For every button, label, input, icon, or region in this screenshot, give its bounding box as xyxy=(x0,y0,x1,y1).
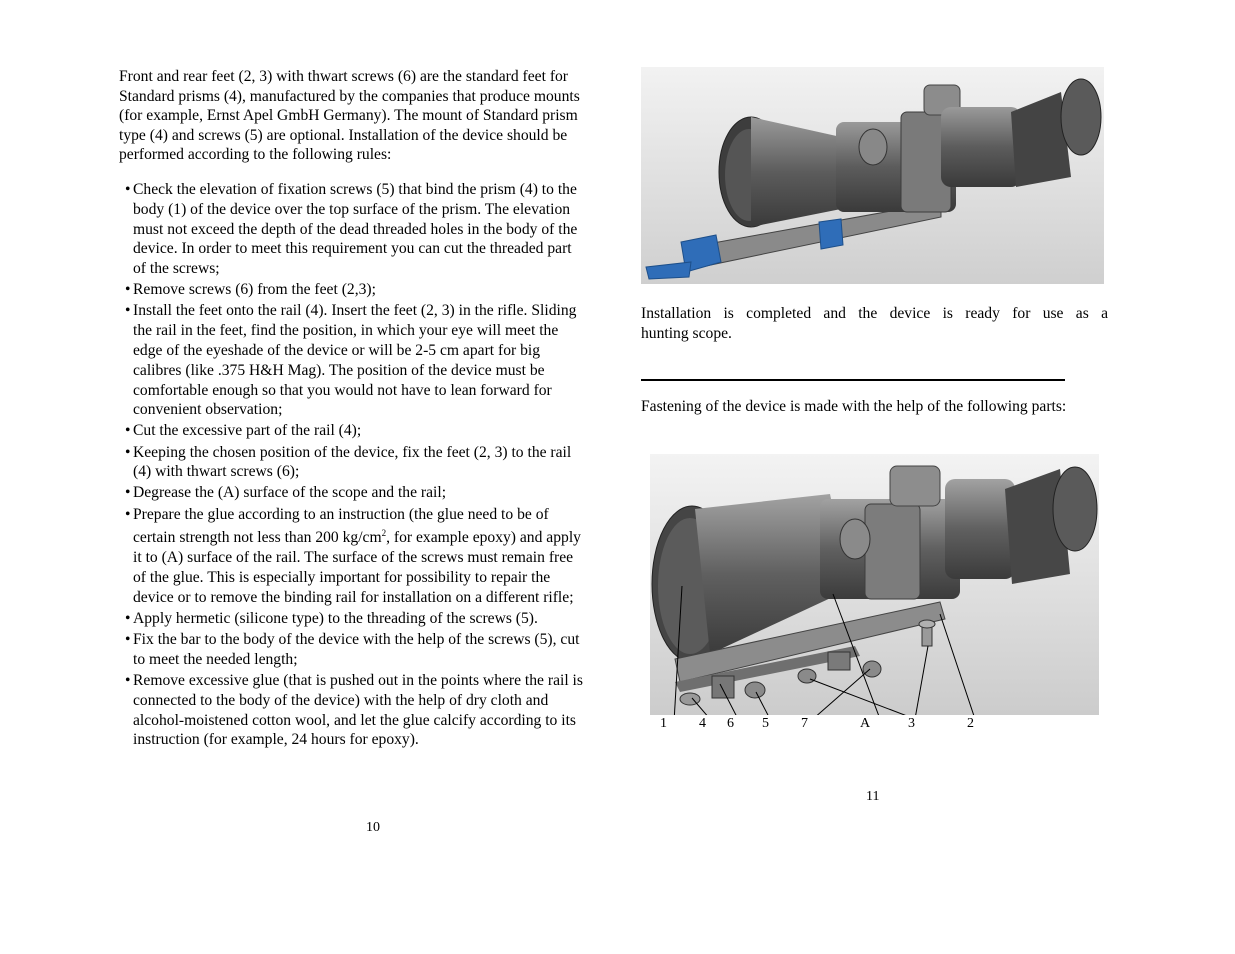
list-item-glue: • Prepare the glue according to an instruction (the glue need to be of certain strength not less than 200 $kg/cm^2$, for example epoxy) and apply it to (A) surface of the rail. The surface of the screws must remain free of the glue. This is especially important for possibility to repair the device or to remove the binding rail for installation on a different rifle; xyxy=(125,505,581,606)
list-item: • Check the elevation of fixation screws (5) that bind the prism (4) to the body (1) of the device over the top surface of the prism. The elevation must not exceed the depth of the dead threaded holes in the body of the device. In order to meet this requirement you can cut the threaded part of the screws; xyxy=(125,180,578,278)
callout-label: 3 xyxy=(908,716,915,731)
list-item: • Keeping the chosen position of the device, fix the feet (2, 3) to the rail (4) with thwart screws (6); xyxy=(125,443,572,481)
list-item: • Apply hermetic (silicone type) to the threading of the screws (5). xyxy=(125,609,538,627)
list-item: • Fix the bar to the body of the device with the help of the screws (5), cut to meet the needed length; xyxy=(125,631,580,668)
callout-label: 2 xyxy=(967,716,974,731)
installation-completed-text: Installation is completed and the device is ready for use as a hunting scope. xyxy=(641,305,1108,342)
callout-label: 7 xyxy=(801,716,808,731)
callout-label: 5 xyxy=(762,716,769,731)
fastening-text: Fastening of the device is made with the help of the following parts: xyxy=(641,398,1067,415)
list-item: • Degrease the (A) surface of the scope and the rail; xyxy=(125,484,447,502)
callout-label: A xyxy=(860,716,871,731)
scope-installed-figure xyxy=(641,67,1104,284)
section-divider xyxy=(641,379,1065,381)
installation-rules-list xyxy=(119,180,587,750)
page-number-right: 11 xyxy=(866,789,880,804)
callout-label: 1 xyxy=(660,716,667,731)
list-item: • Install the feet onto the rail (4). Insert the feet (2, 3) in the rifle. Sliding the rail in the feet, find the position, in which your eye will meet the edge of the eyeshade of the device or will be 2-5 cm apart for big calibres (like .375 H&H Mag). The position of the device must be comfortable enough so that you would not have to lean forward for convenient observation; xyxy=(125,302,577,419)
list-item: • Cut the excessive part of the rail (4); xyxy=(125,422,362,440)
list-item: • Remove excessive glue (that is pushed out in the points where the rail is connected to the body of the device) with the help of dry cloth and alcohol-moistened cotton wool, and let the glue calcify according to its instruction (for example, 24 hours for epoxy). xyxy=(125,671,583,749)
list-item: • Remove screws (6) from the feet (2,3); xyxy=(125,281,376,299)
page-number-left: 10 xyxy=(366,820,380,835)
fastening-parts-figure xyxy=(650,454,1099,715)
callout-label: 6 xyxy=(727,716,734,731)
part-callouts xyxy=(650,716,1099,736)
callout-label: 4 xyxy=(699,716,706,731)
intro-paragraph: Front and rear feet (2, 3) with thwart screws (6) are the standard feet for Standard prisms (4), manufactured by the companies that produce mounts (for example, Ernst Apel GmbH Germany). The mount of Standard prism type (4) and screws (5) are optional. Installation of the device should be performed according to the following rules: xyxy=(119,68,580,164)
left-page xyxy=(119,67,587,751)
